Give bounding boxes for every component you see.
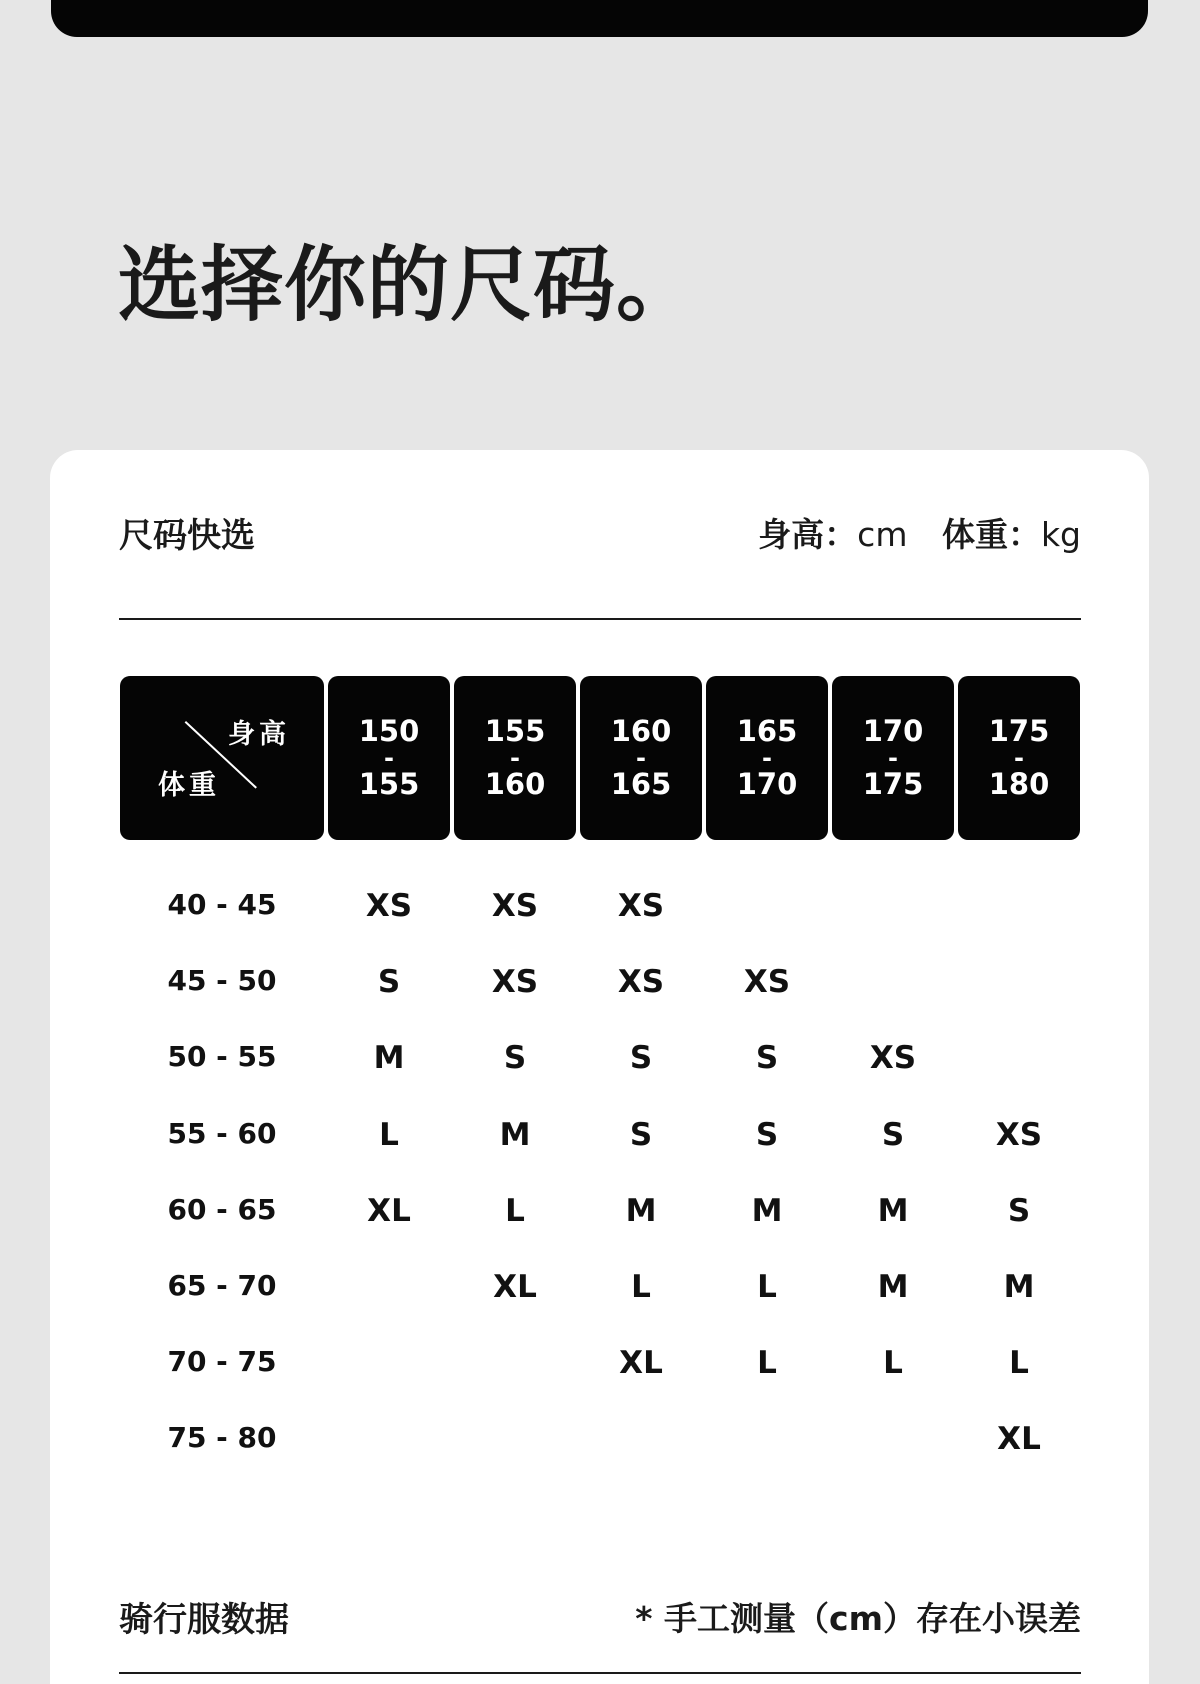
height-range-dash: - bbox=[1014, 744, 1024, 772]
table-row bbox=[120, 1193, 1082, 1233]
height-range-header bbox=[958, 676, 1080, 840]
size-cell: S bbox=[629, 1040, 653, 1076]
height-range-dash: - bbox=[762, 744, 772, 772]
weight-range-label: 65 - 70 bbox=[167, 1269, 277, 1302]
size-cell: M bbox=[877, 1269, 909, 1305]
size-table-header bbox=[120, 676, 1082, 840]
table-row bbox=[120, 1040, 1082, 1080]
height-range-dash: - bbox=[384, 744, 394, 772]
size-cell: S bbox=[755, 1117, 779, 1153]
size-cell: M bbox=[625, 1193, 657, 1229]
weight-range-label: 60 - 65 bbox=[167, 1193, 277, 1226]
size-cell: XL bbox=[367, 1193, 411, 1229]
height-range-dash: - bbox=[888, 744, 898, 772]
size-cell: XL bbox=[997, 1421, 1041, 1457]
height-range-from: 170 bbox=[862, 714, 924, 748]
size-cell: S bbox=[377, 964, 401, 1000]
size-cell: L bbox=[757, 1345, 777, 1381]
size-cell: L bbox=[757, 1269, 777, 1305]
size-cell: M bbox=[499, 1117, 531, 1153]
height-range-to: 170 bbox=[736, 767, 798, 801]
corner-weight-label: 体重 bbox=[158, 770, 220, 801]
weight-label: 体重： bbox=[941, 515, 1041, 554]
divider bbox=[119, 1672, 1081, 1674]
size-cell: XS bbox=[365, 888, 413, 924]
size-cell: S bbox=[1007, 1193, 1031, 1229]
size-cell: L bbox=[379, 1117, 399, 1153]
table-row bbox=[120, 1421, 1082, 1461]
height-range-dash: - bbox=[510, 744, 520, 772]
height-range-from: 150 bbox=[358, 714, 420, 748]
size-cell: S bbox=[881, 1117, 905, 1153]
height-range-to: 180 bbox=[988, 767, 1050, 801]
weight-range-label: 40 - 45 bbox=[167, 888, 277, 921]
height-range-dash: - bbox=[636, 744, 646, 772]
size-cell: XL bbox=[493, 1269, 537, 1305]
height-range-from: 155 bbox=[484, 714, 546, 748]
page-title: 选择你的尺码。 bbox=[118, 238, 700, 333]
size-cell: S bbox=[503, 1040, 527, 1076]
table-corner-cell bbox=[120, 676, 324, 840]
table-row bbox=[120, 964, 1082, 1004]
size-cell: M bbox=[751, 1193, 783, 1229]
measurement-note: * 手工测量（cm）存在小误差 bbox=[635, 1599, 1081, 1638]
height-range-to: 155 bbox=[358, 767, 420, 801]
table-row bbox=[120, 888, 1082, 928]
size-cell: XS bbox=[617, 888, 665, 924]
jersey-data-header bbox=[119, 1592, 1081, 1641]
weight-unit: kg bbox=[1040, 515, 1081, 554]
table-row bbox=[120, 1345, 1082, 1385]
size-cell: S bbox=[755, 1040, 779, 1076]
size-cell: L bbox=[883, 1345, 903, 1381]
table-row bbox=[120, 1269, 1082, 1309]
weight-range-label: 70 - 75 bbox=[167, 1345, 277, 1378]
height-label: 身高： bbox=[758, 515, 858, 554]
top-bar bbox=[51, 0, 1148, 37]
size-cell: S bbox=[629, 1117, 653, 1153]
size-cell: M bbox=[1003, 1269, 1035, 1305]
size-cell: XS bbox=[743, 964, 791, 1000]
units-legend bbox=[758, 509, 1081, 556]
weight-range-label: 75 - 80 bbox=[167, 1421, 277, 1454]
size-cell: XS bbox=[617, 964, 665, 1000]
height-range-from: 175 bbox=[988, 714, 1050, 748]
weight-range-label: 55 - 60 bbox=[167, 1117, 277, 1150]
size-cell: L bbox=[505, 1193, 525, 1229]
height-range-to: 165 bbox=[610, 767, 672, 801]
size-cell: XL bbox=[619, 1345, 663, 1381]
table-row bbox=[120, 1117, 1082, 1157]
size-cell: XS bbox=[995, 1117, 1043, 1153]
height-range-header bbox=[706, 676, 828, 840]
height-range-from: 160 bbox=[610, 714, 672, 748]
size-cell: XS bbox=[491, 964, 539, 1000]
height-range-to: 175 bbox=[862, 767, 924, 801]
weight-range-label: 45 - 50 bbox=[167, 964, 277, 997]
size-cell: XS bbox=[491, 888, 539, 924]
weight-range-label: 50 - 55 bbox=[167, 1040, 277, 1073]
height-range-header bbox=[454, 676, 576, 840]
size-card bbox=[50, 450, 1149, 1684]
corner-height-label: 身高 bbox=[228, 719, 290, 750]
size-select-title: 尺码快选 bbox=[119, 516, 255, 556]
height-range-header bbox=[580, 676, 702, 840]
size-select-header bbox=[119, 508, 1081, 557]
size-cell: L bbox=[1009, 1345, 1029, 1381]
size-cell: XS bbox=[869, 1040, 917, 1076]
size-cell: L bbox=[631, 1269, 651, 1305]
height-range-header bbox=[832, 676, 954, 840]
jersey-data-title: 骑行服数据 bbox=[119, 1600, 289, 1640]
size-cell: M bbox=[373, 1040, 405, 1076]
divider bbox=[119, 618, 1081, 620]
size-cell: M bbox=[877, 1193, 909, 1229]
height-range-from: 165 bbox=[736, 714, 798, 748]
height-unit: cm bbox=[857, 515, 908, 554]
height-range-header bbox=[328, 676, 450, 840]
height-range-to: 160 bbox=[484, 767, 546, 801]
